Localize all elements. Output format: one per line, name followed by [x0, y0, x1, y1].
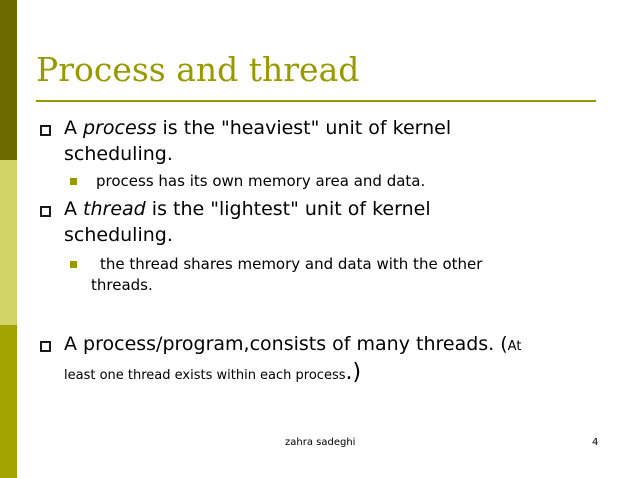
bullet-2-line-1: [64, 198, 431, 220]
square-bullet-icon: [40, 125, 51, 136]
left-stripe-bar: [0, 0, 17, 478]
bullet-3-text-small-2: least one thread exists within each process: [64, 368, 346, 383]
bullet-1-emphasis: process: [83, 117, 157, 139]
title-divider: [36, 100, 596, 102]
bullet-3-line-2: [64, 360, 361, 385]
stripe-segment-light: [0, 160, 17, 325]
bullet-1-sub: process has its own memory area and data.: [96, 172, 426, 190]
footer-author: zahra sadeghi: [285, 437, 356, 448]
bullet-3-line-1: [64, 333, 521, 355]
bullet-2-sub-line-1: the thread shares memory and data with the other: [100, 255, 483, 273]
bullet-3-text-main: A process/program,consists of many threads. (: [64, 333, 508, 355]
bullet-2-emphasis: thread: [83, 198, 146, 220]
stripe-segment-mid: [0, 325, 17, 478]
slide-title: Process and thread: [36, 50, 360, 89]
bullet-2-sub-line-2: threads.: [91, 276, 153, 294]
square-bullet-icon: [40, 341, 51, 352]
bullet-3-text-end: .): [345, 360, 362, 385]
bullet-1-text-pre: A: [64, 117, 84, 139]
bullet-2-text-post: is the "lightest" unit of kernel: [145, 198, 431, 220]
bullet-1-line-1: [64, 117, 451, 139]
bullet-2-text-pre: A: [64, 198, 84, 220]
sub-bullet-icon: [70, 178, 77, 185]
page-number: 4: [592, 437, 599, 448]
bullet-2-line-2: scheduling.: [64, 224, 173, 246]
sub-bullet-icon: [70, 261, 77, 268]
square-bullet-icon: [40, 206, 51, 217]
bullet-1-line-2: scheduling.: [64, 143, 173, 165]
stripe-segment-dark: [0, 0, 17, 160]
bullet-1-text-post: is the "heaviest" unit of kernel: [156, 117, 452, 139]
bullet-3-text-small: At: [507, 339, 522, 354]
